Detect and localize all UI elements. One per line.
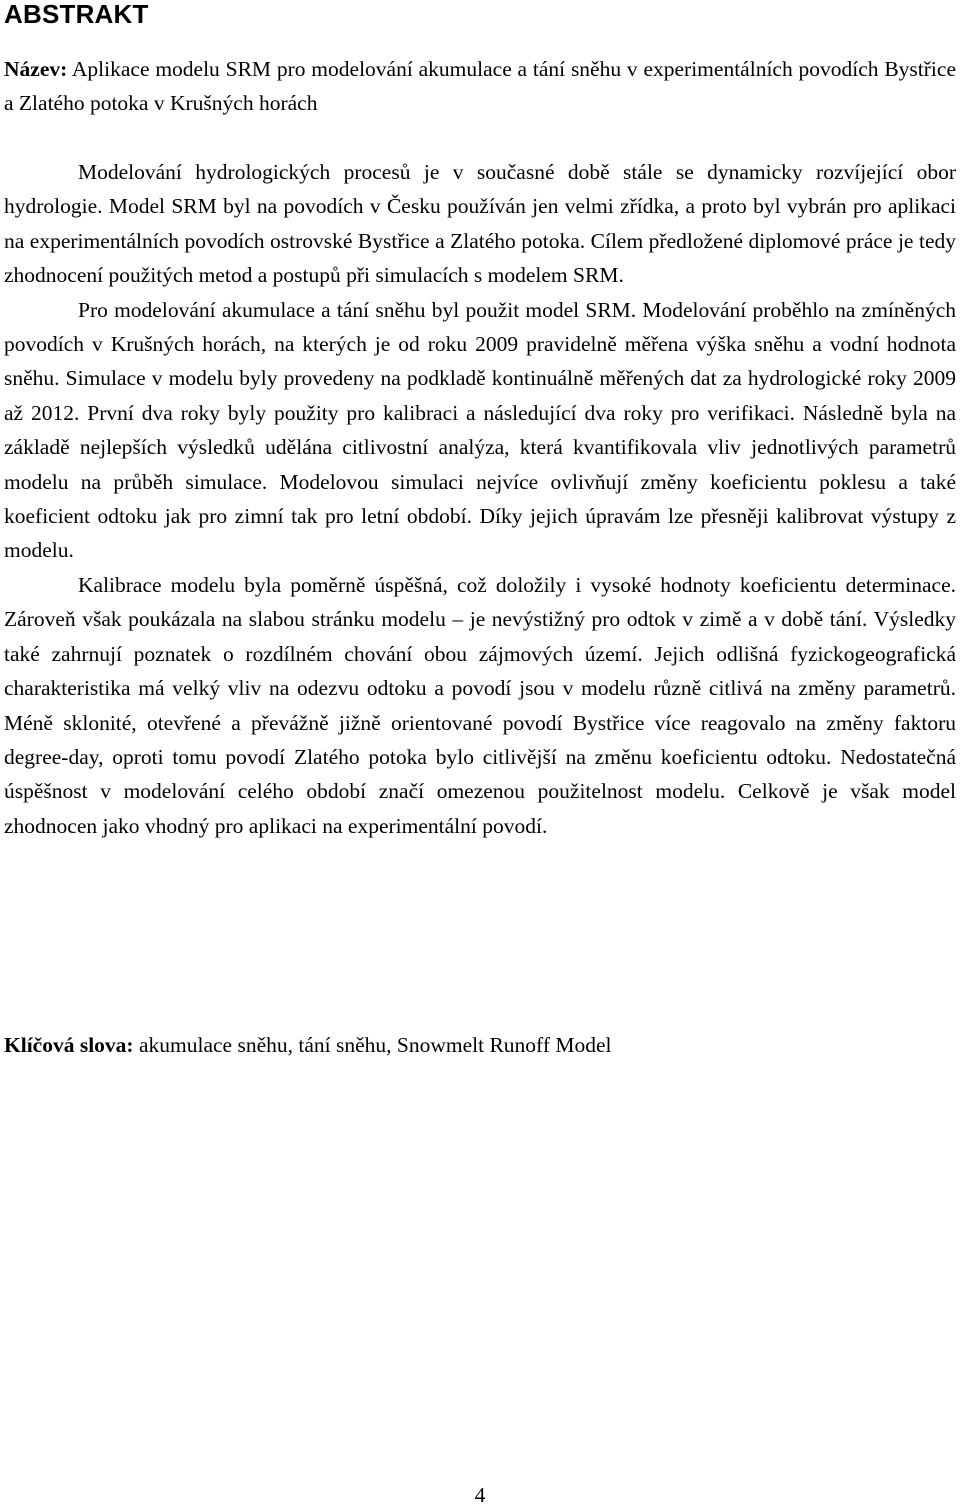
keywords	[4, 1028, 956, 1062]
section-heading: ABSTRAKT	[4, 0, 149, 29]
title-text: Aplikace modelu SRM pro modelování akumulace a tání sněhu v experimentálních povodích Bystřice a Zlatého potoka v Krušných horách	[4, 57, 956, 116]
keywords-label: Klíčová slova:	[4, 1033, 134, 1057]
abstract-paragraph-3: Kalibrace modelu byla poměrně úspěšná, což doložily i vysoké hodnoty koeficientu determinace. Zároveň však poukázala na slabou stránku modelu – je nevýstižný pro odtok v zimě a v době tání. Výsledky také zahrnují poznatek o rozdílném chování obou zájmových území. Jejich odlišná fyzickogeografická charakteristika má velký vliv na odezvu odtoku a povodí jsou v modelu různě citlivá na změny parametrů. Méně sklonité, otevřené a převážně jižně orientované povodí Bystřice více reagovalo na změny faktoru degree-day, oproti tomu povodí Zlatého potoka bylo citlivější na změnu koeficientu odtoku. Nedostatečná úspěšnost v modelování celého období značí omezenou použitelnost modelu. Celkově je však model zhodnocen jako vhodný pro aplikaci na experimentální povodí.	[4, 572, 956, 838]
abstract-paragraph-2: Pro modelování akumulace a tání sněhu byl použit model SRM. Modelování proběhlo na zmíněných povodích v Krušných horách, na kterých je od roku 2009 pravidelně měřena výška sněhu a vodní hodnota sněhu. Simulace v modelu byly provedeny na podkladě kontinuálně měřených dat za hydrologické roky 2009 až 2012. První dva roky byly použity pro kalibraci a následující dva roky pro verifikaci. Následně byla na základě nejlepších výsledků udělána citlivostní analýza, která kvantifikovala vliv jednotlivých parametrů modelu na průběh simulace. Modelovou simulaci nejvíce ovlivňují změny koeficientu poklesu a také koeficient odtoku jak pro zimní tak pro letní období. Díky jejich úpravám lze přesněji kalibrovat výstupy z modelu.	[4, 297, 956, 563]
title-label: Název:	[4, 57, 68, 81]
thesis-title	[4, 52, 956, 121]
abstract-paragraph-1: Modelování hydrologických procesů je v současné době stále se dynamicky rozvíjející obor hydrologie. Model SRM byl na povodích v Česku používán jen velmi zřídka, a proto byl vybrán pro aplikaci na experimentálních povodích ostrovské Bystřice a Zlatého potoka. Cílem předložené diplomové práce je tedy zhodnocení použitých metod a postupů při simulacích s modelem SRM.	[4, 160, 956, 288]
page-number: 4	[474, 1483, 486, 1507]
abstract-body	[4, 155, 956, 843]
keywords-text: akumulace sněhu, tání sněhu, Snowmelt Runoff Model	[138, 1033, 612, 1057]
